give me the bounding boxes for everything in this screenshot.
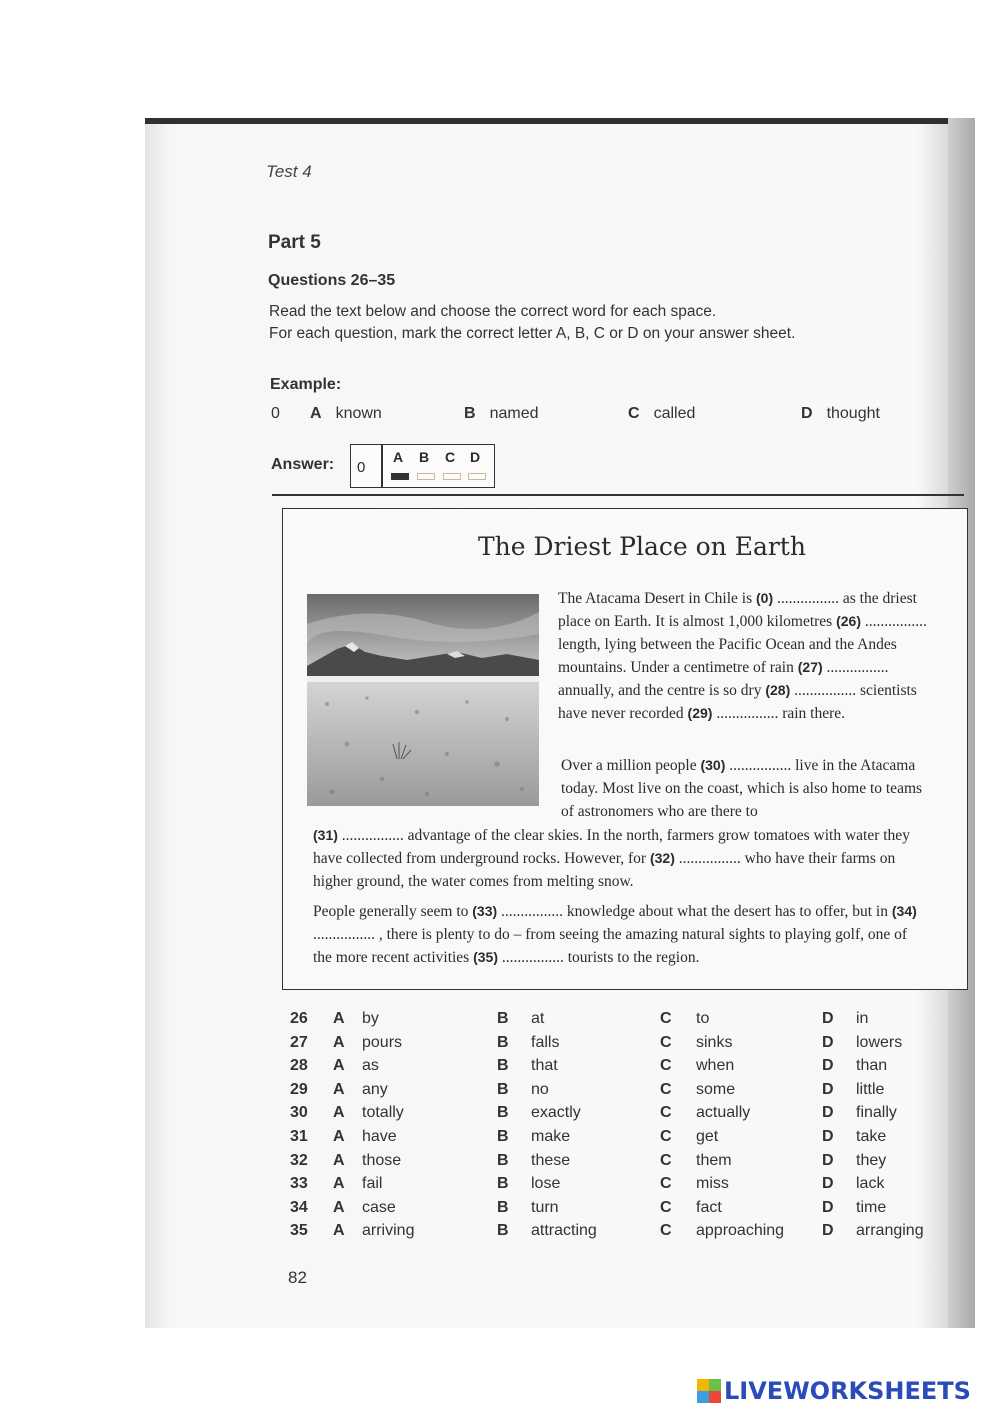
option-letter-b: B [497,1080,509,1098]
instruction-line-1: Read the text below and choose the correct word for each space. [269,303,717,320]
question-number: 33 [290,1175,308,1193]
answer-letter-c: C [445,449,456,465]
option-letter-d: D [822,1033,834,1051]
option-a-word[interactable]: pours [362,1033,403,1051]
option-d-word[interactable]: little [856,1080,885,1098]
option-letter-d: D [822,1104,834,1122]
question-number: 26 [290,1010,308,1027]
option-c-word[interactable]: approaching [696,1222,785,1240]
answer-mark-d[interactable] [468,473,486,480]
answer-divider [381,445,383,487]
option-b-word[interactable]: falls [531,1033,560,1051]
question-number: 27 [290,1033,308,1051]
option-letter-c: C [660,1104,672,1122]
test-label: Test 4 [266,162,312,181]
option-letter-d: D [822,1010,834,1027]
example-number: 0 [271,405,280,422]
option-b-word[interactable]: turn [531,1198,559,1216]
question-number: 31 [290,1128,308,1145]
answer-mark-c[interactable] [443,473,461,480]
option-letter-a: A [333,1033,345,1051]
option-a-word[interactable]: fail [362,1175,383,1193]
option-letter-c: C [660,1080,672,1098]
story-title: The Driest Place on Earth [478,532,806,561]
question-number: 32 [290,1151,308,1169]
option-letter-b: B [497,1175,509,1193]
option-b-word[interactable]: lose [531,1175,561,1193]
option-letter-a: A [333,1151,345,1169]
option-letter-a: A [333,1175,345,1193]
option-letter-c: C [660,1010,672,1027]
option-letter-a: A [333,1010,345,1027]
option-letter-c: C [660,1128,672,1145]
answer-mark-a[interactable] [391,473,409,480]
liveworksheets-wordmark: LIVEWORKSHEETS [724,1377,971,1405]
option-c-word[interactable]: get [696,1128,719,1145]
option-letter-c: C [660,1175,672,1193]
option-d-word[interactable]: they [856,1151,887,1169]
option-letter-d: D [822,1175,834,1193]
question-number: 30 [290,1104,308,1122]
option-a-word[interactable]: by [362,1010,379,1027]
option-letter-c: C [660,1198,672,1216]
option-letter-d: D [822,1222,834,1240]
option-letter-b: B [497,1104,509,1122]
instruction-line-2: For each question, mark the correct letter A, B, C or D on your answer sheet. [269,325,796,342]
option-d-word[interactable]: take [856,1128,887,1145]
story-paragraph-3: People generally seem to (33) ................ knowledge about what the desert has to offer, but in (34) ................ , there is plenty to do – from seeing the amazing natural sights to playing golf, one of the more recent activities (35) ................ tourists to the region. [313,903,917,966]
option-a-word[interactable]: totally [362,1104,404,1122]
option-c-word[interactable]: to [696,1010,710,1027]
option-d-word[interactable]: lowers [856,1033,903,1051]
question-number: 29 [290,1080,308,1098]
option-c-word[interactable]: sinks [696,1033,733,1051]
option-letter-a: A [333,1198,345,1216]
example-label: Example: [270,376,342,393]
answer-letter-b: B [419,449,430,465]
option-letter-d: D [822,1057,834,1075]
question-number: 35 [290,1222,308,1240]
example-option-c: C called [628,405,696,422]
page-number: 82 [288,1268,307,1287]
option-letter-d: D [822,1080,834,1098]
option-letter-c: C [660,1151,672,1169]
option-b-word[interactable]: that [531,1057,558,1075]
option-d-word[interactable]: time [856,1198,887,1216]
option-b-word[interactable]: no [531,1080,549,1098]
option-letter-b: B [497,1057,509,1075]
story-paragraph-1: The Atacama Desert in Chile is (0) ................ as the driest place on Earth. It is almost 1,000 kilometres (26) ................ length, lying between the Pacific Ocean and the Andes mountains. Under a centimetre of rain (27) ................ annually, and the centre is so dry (28) ................ scientists have never recorded (29) ................ rain there. [558,590,927,722]
example-option-d: D thought [801,405,880,422]
option-c-word[interactable]: actually [696,1104,751,1122]
story-paragraph-2b: (31) ................ advantage of the clear skies. In the north, farmers grow tomatoes with water they have collected from underground rocks. However, for (32) ................ who have their farms on higher ground, the water comes from melting snow. [313,827,910,890]
answer-label: Answer: [271,456,335,473]
option-a-word[interactable]: any [362,1080,388,1098]
option-letter-b: B [497,1198,509,1216]
option-letter-d: D [822,1151,834,1169]
option-letter-a: A [333,1057,345,1075]
option-letter-a: A [333,1222,345,1240]
question-number: 34 [290,1198,308,1216]
section-divider [272,494,964,496]
option-letter-b: B [497,1128,509,1145]
option-c-word[interactable]: when [696,1057,735,1075]
example-option-a: A known [310,405,382,422]
option-letter-a: A [333,1128,345,1145]
example-option-b: B named [464,405,539,422]
option-letter-d: D [822,1128,834,1145]
option-a-word[interactable]: arriving [362,1222,415,1240]
option-c-word[interactable]: some [696,1080,736,1098]
answer-sheet-box [350,444,495,488]
liveworksheets-logo [697,1377,971,1405]
option-b-word[interactable]: attracting [531,1222,597,1240]
option-letter-b: B [497,1151,509,1169]
liveworksheets-icon [697,1379,721,1403]
option-d-word[interactable]: in [856,1010,869,1027]
option-letter-c: C [660,1033,672,1051]
answer-letter-d: D [470,449,481,465]
option-a-word[interactable]: have [362,1128,397,1145]
option-letter-b: B [497,1033,509,1051]
option-b-word[interactable]: these [531,1151,571,1169]
answer-mark-b[interactable] [417,473,435,480]
option-b-word[interactable]: exactly [531,1104,581,1122]
option-letter-b: B [497,1010,509,1027]
option-d-word[interactable]: finally [856,1104,897,1122]
option-letter-a: A [333,1080,345,1098]
option-a-word[interactable]: as [362,1057,379,1075]
questions-range: Questions 26–35 [268,272,396,289]
option-letter-a: A [333,1104,345,1122]
part-title: Part 5 [268,232,321,253]
story-paragraph-2a: Over a million people (30) ................ live in the Atacama today. Most live on the coast, which is also home to teams of astronomers who are there to [561,757,923,820]
option-a-word[interactable]: those [362,1151,402,1169]
option-b-word[interactable]: at [531,1010,545,1027]
option-letter-c: C [660,1057,672,1075]
desert-photo-illustration [307,594,539,806]
option-a-word[interactable]: case [362,1198,396,1216]
question-number: 28 [290,1057,308,1075]
desert-photo [307,594,539,806]
option-c-word[interactable]: fact [696,1198,722,1216]
option-d-word[interactable]: arranging [856,1222,924,1240]
option-letter-d: D [822,1198,834,1216]
option-b-word[interactable]: make [531,1128,571,1145]
option-c-word[interactable]: them [696,1151,732,1169]
option-letter-c: C [660,1222,672,1240]
option-letter-b: B [497,1222,509,1240]
option-c-word[interactable]: miss [696,1175,729,1193]
answer-letter-a: A [393,449,404,465]
option-d-word[interactable]: than [856,1057,888,1075]
option-d-word[interactable]: lack [856,1175,885,1193]
answer-number: 0 [357,459,366,476]
